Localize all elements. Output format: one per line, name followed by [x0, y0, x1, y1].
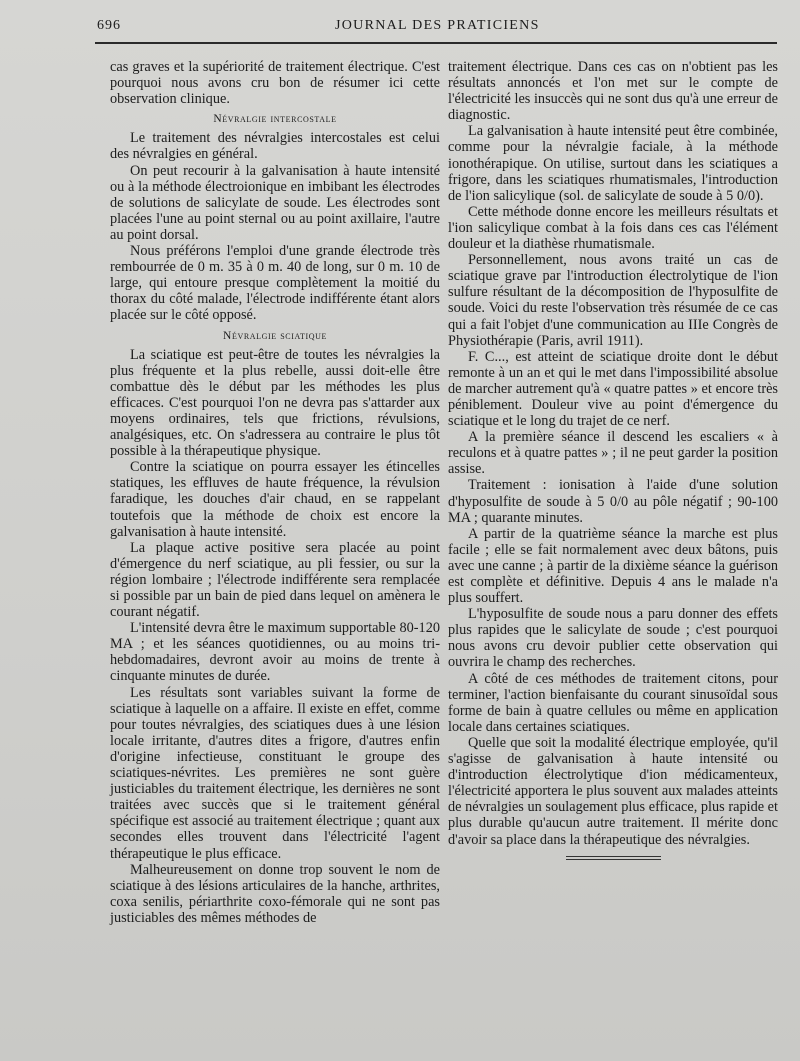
body-paragraph: Malheureusement on donne trop souvent le nom de sciatique à des lésions articulaires de la hanche, arthrites, coxa senilis, périarthrite coxo-fémorale qui ne sont pas justiciables des mêmes méthodes de	[110, 861, 440, 926]
body-paragraph: Les résultats sont variables suivant la forme de sciatique à laquelle on a affaire. Il existe en effet, comme pour toutes névralgies, des sciatiques dues à une lésion locale irritante, d'autres dites a frigore, d'autres enfin d'origine infectieuse, constituant le groupe des sciatiques-névrites. Les premières ne sont guère justiciables du traitement électrique, les dernières ne sont traitées avec succès que si le traitement général spécifique est associé au traitement électrique ; quant aux secondes elles trouvent dans l'électricité l'agent thérapeutique le plus efficace.	[110, 684, 440, 862]
body-paragraph: A la première séance il descend les escaliers « à reculons et à quatre pattes » ; il ne peut garder la position assise.	[448, 429, 778, 478]
body-paragraph: Cette méthode donne encore les meilleurs résultats et l'ion salicylique combat à la fois dans ces cas l'élément douleur et la diathèse rhumatismale.	[448, 203, 778, 253]
body-paragraph: L'hyposulfite de soude nous a paru donner des effets plus rapides que le salicylate de soude ; c'est pourquoi nous avons cru devoir publier cette observation qui ouvrira le champ des recherches.	[448, 606, 778, 671]
body-paragraph: La plaque active positive sera placée au point d'émergence du nerf sciatique, au pli fessier, ou sur la région lombaire ; l'électrode indifférente sera remplacée si possible par un bain de pied dans lequel on amènera le courant négatif.	[110, 539, 440, 621]
body-paragraph: traitement électrique. Dans ces cas on n'obtient pas les résultats annoncés et l'on met sur le compte de l'électricité les insuccès qui ne sont dus qu'à une erreur de diagnostic.	[448, 59, 778, 124]
body-paragraph: A côté de ces méthodes de traitement citons, pour terminer, l'action bienfaisante du courant sinusoïdal sous forme de bain à quatre cellules ou même en application locale dans certaines sciatiques.	[448, 670, 778, 735]
body-paragraph: Traitement : ionisation à l'aide d'une solution d'hyposulfite de soude à 5 0/0 au pôle négatif ; 90-100 MA ; quarante minutes.	[448, 477, 778, 526]
body-paragraph: On peut recourir à la galvanisation à haute intensité ou à la méthode électroionique en imbibant les électrodes de solutions de salicylate de soude. Les électrodes sont placées l'une au point sternal ou au point axillaire, l'autre au point dorsal.	[110, 162, 440, 243]
section-heading: Névralgie sciatique	[223, 329, 327, 342]
body-paragraph: F. C..., est atteint de sciatique droite dont le début remonte à un an et qui le met dans l'impossibilité absolue de marcher autrement qu'à « quatre pattes » et encore très péniblement. Douleur vive au point d'émergence du sciatique et le long du trajet de ce nerf.	[448, 348, 778, 430]
body-paragraph: Nous préférons l'emploi d'une grande électrode très rembourrée de 0 m. 35 à 0 m. 40 de long, sur 0 m. 10 de large, qui entoure presque complètement la moitié du thorax du côté malade, l'électrode indifférente étant alors placée sur le côté opposé.	[110, 243, 440, 324]
journal-title: JOURNAL DES PRATICIENS	[335, 18, 540, 33]
body-paragraph: A partir de la quatrième séance la marche est plus facile ; elle se fait normalement avec deux bâtons, puis avec une canne ; à partir de la dixième séance la guérison est complète et définitive. Depuis 4 ans le malade n'a plus souffert.	[448, 525, 778, 607]
body-paragraph: Le traitement des névralgies intercostales est celui des névralgies en général.	[110, 130, 440, 163]
body-paragraph: Quelle que soit la modalité électrique employée, qu'il s'agisse de galvanisation à haute intensité ou d'introduction électrolytique d'ion médicamenteux, l'électricité apportera le plus souvent aux malades atteints de névralgies un soulagement plus efficace, plus rapide et plus durable qu'aucun autre traitement. Il mérite donc d'avoir sa place dans la thérapeutique des névralgies.	[448, 734, 778, 848]
body-paragraph: Contre la sciatique on pourra essayer les étincelles statiques, les effluves de haute fréquence, la révulsion faradique, les douches d'air chaud, en se rappelant toutefois que la méthode de choix est encore la galvanisation à haute intensité.	[110, 459, 440, 540]
body-paragraph: La sciatique est peut-être de toutes les névralgies la plus fréquente et la plus rebelle, aussi doit-elle être combattue dès le début par les méthodes les plus efficaces. C'est pourquoi l'on ne devra pas s'attarder aux moyens ordinaires, tels que frictions, révulsions, analgésiques, etc. On s'adressera au contraire le plus tôt possible à la thérapeutique physique.	[110, 346, 440, 460]
page-header	[95, 16, 785, 38]
body-paragraph: La galvanisation à haute intensité peut être combinée, comme pour la névralgie faciale, à la méthode ionothérapique. On utilise, surtout dans les sciatiques a frigore, dans les sciatiques rhumatismales, l'introduction de l'ion salicylique (sol. de salicylate de soude à 5 0/0).	[448, 123, 778, 204]
section-heading: Névralgie intercostale	[213, 113, 337, 126]
header-rule	[95, 42, 777, 44]
left-column	[110, 59, 440, 926]
body-paragraph: cas graves et la supériorité de traitement électrique. C'est pourquoi nous avons cru bon de résumer ici cette observation clinique.	[110, 59, 440, 108]
right-column	[448, 59, 778, 860]
end-rule	[566, 856, 661, 860]
body-paragraph: L'intensité devra être le maximum supportable 80-120 MA ; et les séances quotidiennes, ou au moins tri-hebdomadaires, devront avoir au moins de trente à cinquante minutes de durée.	[110, 620, 440, 685]
page-number: 696	[97, 18, 121, 33]
body-paragraph: Personnellement, nous avons traité un cas de sciatique grave par l'introduction électrolytique de l'ion sulfure résultant de la décomposition de l'hyposulfite de soude. Voici du reste l'observation très résumée de ce cas qui a fait l'objet d'une communication au IIIe Congrès de Physiothérapie (Paris, avril 1911).	[448, 252, 778, 349]
